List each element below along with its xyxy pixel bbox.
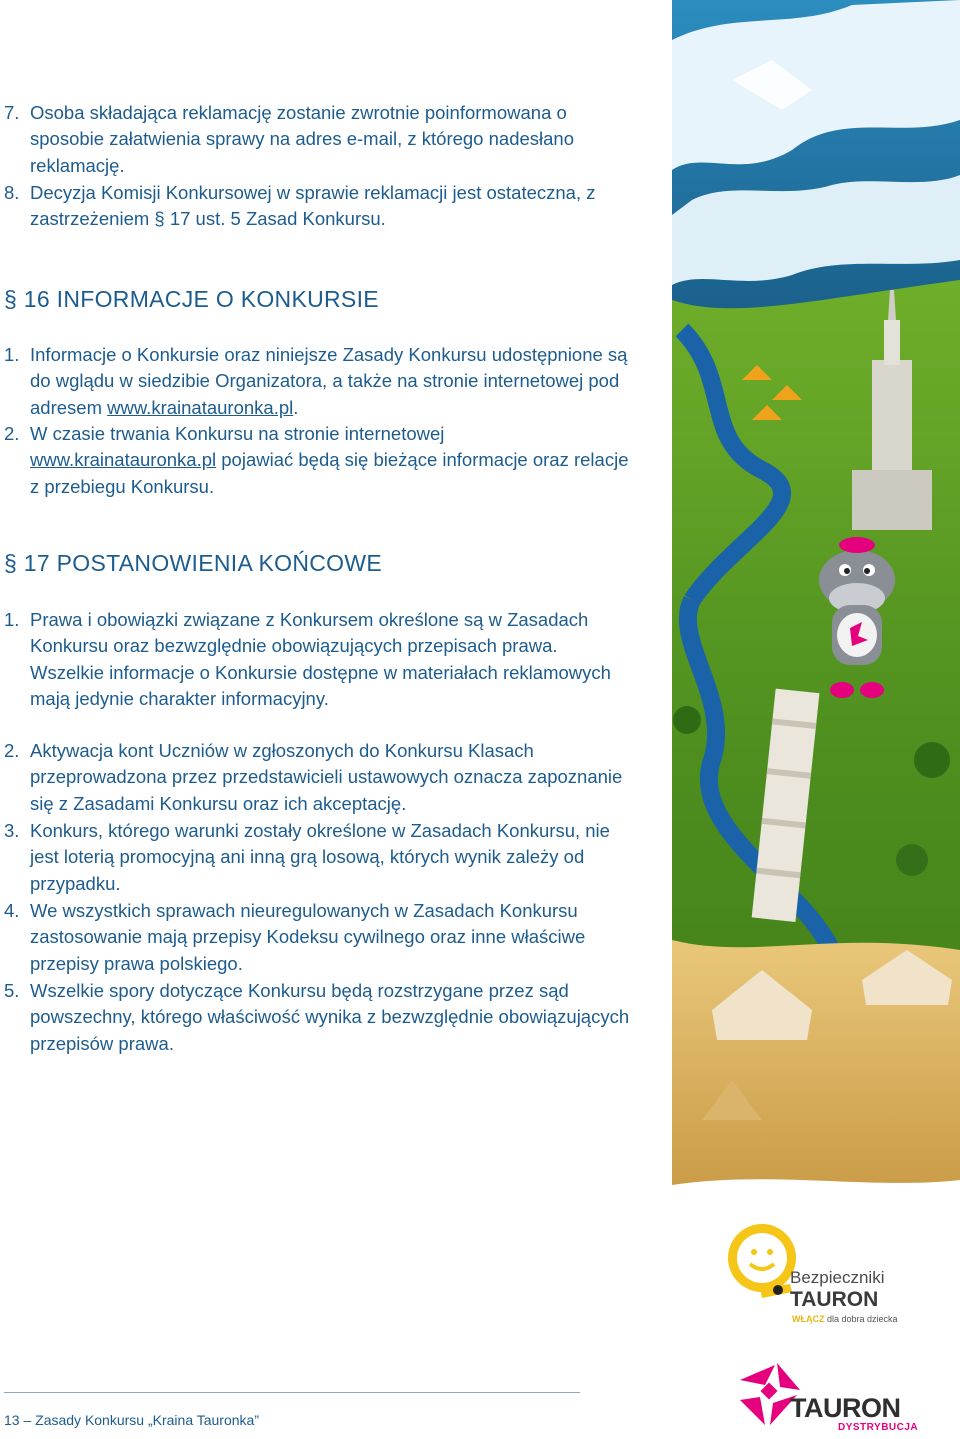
item-number: 1. xyxy=(4,344,20,365)
item-number: 2. xyxy=(4,423,20,444)
website-link[interactable]: www.krainatauronka.pl xyxy=(30,449,217,471)
item-text: We wszystkich sprawach nieuregulowanych w Zasadach Konkursu zastosowanie mają przepisy Kodeksu cywilnego oraz inne właściwe przepisy prawa polskiego. xyxy=(30,900,586,974)
item-text: W czasie trwania Konkursu na stronie internetowej xyxy=(30,423,445,444)
item-text: Konkurs, którego warunki zostały określone w Zasadach Konkursu, nie jest loterią promocyjną ani inną grą losową, których wynik zależy od przypadku. xyxy=(30,820,610,894)
item-number: 2. xyxy=(4,740,20,761)
list-item xyxy=(4,342,630,421)
tagline-bold: WŁĄCZ xyxy=(792,1314,825,1324)
page-footer: 13 – Zasady Konkursu „Kraina Tauronka” xyxy=(4,1412,259,1428)
item-text: Prawa i obowiązki związane z Konkursem określone są w Zasadach Konkursu oraz bezwzględnie obowiązujących przepisach prawa. Wszelkie informacje o Konkursie dostępne w materiałach reklamowych mają jedynie charakter informacyjny. xyxy=(30,609,611,709)
tagline-rest: dla dobra dziecka xyxy=(824,1314,898,1324)
item-text: Osoba składająca reklamację zostanie zwrotnie poinformowana o sposobie załatwienia sprawy na adres e-mail, z którego nadesłano reklamację. xyxy=(30,102,574,176)
list-item xyxy=(4,180,630,233)
list-item xyxy=(4,818,630,897)
brand-name-line1: Bezpieczniki xyxy=(790,1268,885,1287)
item-text: Informacje o Konkursie oraz niniejsze Zasady Konkursu udostępnione są do wglądu w siedzibie Organizatora, a także na stronie internetowej pod adresem xyxy=(30,344,628,418)
item-number: 7. xyxy=(4,102,20,123)
item-text-end: . xyxy=(293,396,299,418)
illustration-strip xyxy=(672,0,960,1200)
item-text: Decyzja Komisji Konkursowej w sprawie reklamacji jest ostateczna, z zastrzeżeniem § 17 ust. 5 Zasad Konkursu. xyxy=(30,182,596,230)
list-item xyxy=(4,738,630,817)
item-number: 5. xyxy=(4,980,20,1001)
brand-name-line2: TAURON xyxy=(790,1288,879,1311)
list-item xyxy=(4,421,630,500)
item-number: 8. xyxy=(4,182,20,203)
tauron-logo-text: TAURON xyxy=(790,1393,901,1423)
footer-divider xyxy=(4,1392,580,1393)
item-number: 1. xyxy=(4,609,20,630)
website-link[interactable]: www.krainatauronka.pl xyxy=(107,396,294,418)
item-text: Wszelkie spory dotyczące Konkursu będą rozstrzygane przez sąd powszechny, którego właściwość wynika z bezwzględnie obowiązujących przepisów prawa. xyxy=(30,980,630,1054)
list-item xyxy=(4,607,630,712)
list-item xyxy=(4,978,630,1057)
tauron-logo-subtext: DYSTRYBUCJA xyxy=(838,1422,919,1433)
section-heading-16: § 16 INFORMACJE O KONKURSIE xyxy=(4,286,379,312)
list-item xyxy=(4,898,630,977)
landscape-illustration xyxy=(672,0,960,1200)
list-item xyxy=(4,100,630,179)
section-heading-17: § 17 POSTANOWIENIA KOŃCOWE xyxy=(4,550,383,576)
item-number: 3. xyxy=(4,820,20,841)
brand-tagline xyxy=(792,1314,898,1324)
item-text: Aktywacja kont Uczniów w zgłoszonych do Konkursu Klasach przeprowadzona przez przedstawicieli ustawowych oznacza zapoznanie się z Zasadami Konkursu oraz ich akceptację. xyxy=(30,740,623,814)
item-number: 4. xyxy=(4,900,20,921)
item-text-end: pojawiać będą się bieżące informacje oraz relacje z przebiegu Konkursu. xyxy=(30,449,629,497)
